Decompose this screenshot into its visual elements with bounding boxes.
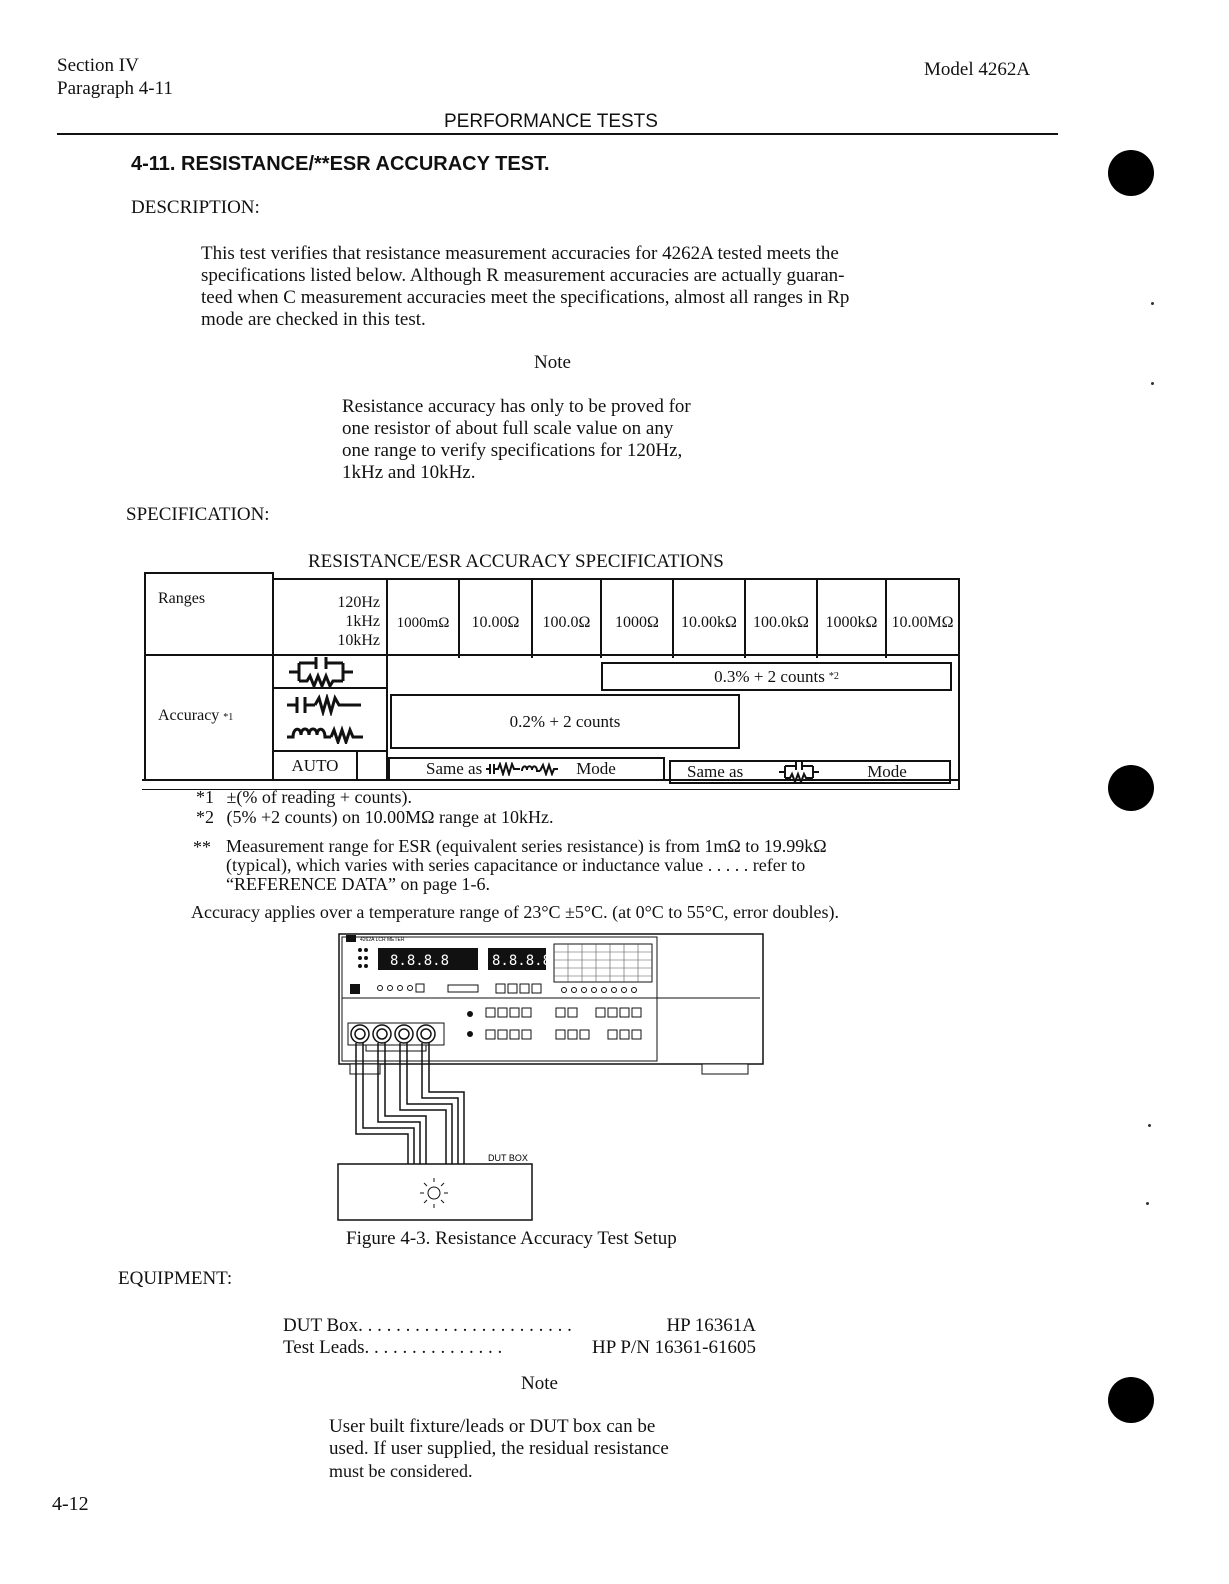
paragraph-label: Paragraph 4-11 bbox=[57, 78, 173, 99]
description-line: mode are checked in this test. bbox=[201, 309, 426, 330]
equipment-leader: . . . . . . . . . . . . . . . bbox=[364, 1337, 503, 1358]
display-left: 8.8.8.8 bbox=[390, 953, 450, 969]
footnote-mark: *2 bbox=[196, 807, 214, 827]
range-cell: 100.0kΩ bbox=[753, 614, 809, 631]
description-line: specifications listed below. Although R measurement accuracies are actually guaran- bbox=[201, 265, 845, 286]
auto-series-box bbox=[388, 757, 665, 781]
speck bbox=[1151, 382, 1154, 385]
freq-item: 10kHz bbox=[337, 632, 380, 649]
accuracy-label bbox=[158, 707, 233, 725]
range-cell: 100.0Ω bbox=[542, 614, 591, 631]
test-setup-figure bbox=[336, 928, 766, 1224]
speck bbox=[1151, 302, 1154, 305]
auto-label: AUTO bbox=[291, 756, 339, 775]
note1-body bbox=[342, 396, 768, 484]
note2-line: must be considered. bbox=[329, 1461, 473, 1481]
range-cell: 10.00kΩ bbox=[681, 614, 737, 631]
equipment-name: Test Leads bbox=[283, 1337, 365, 1358]
description-label: DESCRIPTION: bbox=[131, 197, 260, 218]
footnote-3-line: “REFERENCE DATA” on page 1-6. bbox=[226, 874, 491, 894]
banner-title: PERFORMANCE TESTS bbox=[444, 111, 658, 132]
footnote-3 bbox=[226, 837, 926, 894]
series-accuracy-text: 0.2% + 2 counts bbox=[509, 711, 621, 731]
note1-line: one resistor of about full scale value on any bbox=[342, 418, 674, 439]
parallel-mode-symbol-icon bbox=[777, 762, 821, 782]
range-cell: 1000mΩ bbox=[396, 614, 450, 631]
equipment-name: DUT Box bbox=[283, 1315, 359, 1336]
model-label: Model 4262A bbox=[924, 59, 1031, 80]
auto-series-suffix: Mode bbox=[576, 759, 616, 778]
auto-parallel-box bbox=[669, 760, 951, 784]
binder-hole bbox=[1108, 150, 1154, 196]
speck bbox=[1146, 1202, 1149, 1205]
note1-title: Note bbox=[534, 352, 571, 373]
parallel-accuracy-mark: *2 bbox=[828, 671, 839, 682]
equipment-item bbox=[283, 1337, 756, 1359]
equipment-item bbox=[283, 1315, 756, 1337]
footnote-3-mark: ** bbox=[193, 837, 211, 857]
note1-line: Resistance accuracy has only to be proved for bbox=[342, 396, 691, 417]
header-rule bbox=[57, 133, 1058, 135]
range-cell: 1000Ω bbox=[615, 614, 659, 631]
equipment-value: HP 16361A bbox=[666, 1315, 756, 1336]
equipment-label: EQUIPMENT: bbox=[118, 1268, 233, 1289]
freq-item: 120Hz bbox=[337, 594, 380, 611]
range-cell: 10.00Ω bbox=[471, 614, 520, 631]
series-cr-symbol-icon bbox=[285, 694, 365, 716]
note2-line: User built fixture/leads or DUT box can be bbox=[329, 1416, 656, 1437]
figure-caption: Figure 4-3. Resistance Accuracy Test Setup bbox=[346, 1228, 677, 1249]
description-line: teed when C measurement accuracies meet the specifications, almost all ranges in Rp bbox=[201, 287, 850, 308]
accuracy-mark: *1 bbox=[223, 712, 234, 723]
footnote-text: (5% +2 counts) on 10.00MΩ range at 10kHz. bbox=[226, 807, 554, 827]
footnote-1 bbox=[196, 786, 412, 808]
footnote-mark: *1 bbox=[196, 787, 214, 807]
accuracy-text: Accuracy bbox=[158, 707, 220, 724]
binder-hole bbox=[1108, 1377, 1154, 1423]
parallel-rc-symbol-icon bbox=[285, 657, 357, 687]
spec-table-title: RESISTANCE/ESR ACCURACY SPECIFICATIONS bbox=[308, 551, 724, 572]
range-cell: 1000kΩ bbox=[825, 614, 878, 631]
freq-list bbox=[290, 593, 380, 650]
series-mode-symbol-icon bbox=[484, 762, 574, 776]
auto-series-prefix: Same as bbox=[426, 759, 483, 778]
footnote-text: ±(% of reading + counts). bbox=[226, 787, 412, 807]
section-heading: 4-11. RESISTANCE/**ESR ACCURACY TEST. bbox=[131, 153, 550, 175]
speck bbox=[1148, 1124, 1151, 1127]
note2-line: used. If user supplied, the residual resistance bbox=[329, 1438, 669, 1459]
specification-label: SPECIFICATION: bbox=[126, 504, 270, 525]
binder-hole bbox=[1108, 765, 1154, 811]
auto-parallel-prefix: Same as bbox=[687, 762, 744, 781]
note2-title: Note bbox=[521, 1373, 558, 1394]
freq-item: 1kHz bbox=[345, 613, 380, 630]
note1-line: one range to verify specifications for 120Hz, bbox=[342, 440, 683, 461]
note1-line: 1kHz and 10kHz. bbox=[342, 462, 476, 483]
note2-body bbox=[329, 1416, 756, 1482]
parallel-accuracy-text: 0.3% + 2 counts bbox=[714, 666, 825, 686]
section-label: Section IV bbox=[57, 55, 139, 76]
footnote-2 bbox=[196, 806, 553, 828]
range-cell: 10.00MΩ bbox=[891, 614, 954, 631]
series-lr-symbol-icon bbox=[285, 722, 365, 744]
ranges-label: Ranges bbox=[158, 590, 206, 607]
instrument-label: 4262A LCR METER bbox=[360, 937, 405, 943]
temperature-note: Accuracy applies over a temperature range of 23°C ±5°C. (at 0°C to 55°C, error doubles). bbox=[191, 902, 839, 922]
description-line: This test verifies that resistance measurement accuracies for 4262A tested meets the bbox=[201, 243, 839, 264]
equipment-value: HP P/N 16361-61605 bbox=[592, 1337, 756, 1358]
auto-parallel-suffix: Mode bbox=[867, 762, 907, 781]
parallel-accuracy-box bbox=[601, 662, 952, 691]
footnote-3-line: Measurement range for ESR (equivalent series resistance) is from 1mΩ to 19.99kΩ bbox=[226, 836, 827, 856]
series-accuracy-box bbox=[390, 694, 740, 749]
page-number: 4-12 bbox=[52, 1493, 89, 1515]
equipment-leader: . . . . . . . . . . . . . . . . . . . . . . . bbox=[358, 1315, 572, 1336]
description-paragraph bbox=[201, 243, 984, 331]
footnote-3-line: (typical), which varies with series capacitance or inductance value . . . . . refer to bbox=[226, 855, 806, 875]
display-right: 8.8.8.8 bbox=[492, 953, 552, 969]
dut-box-label: DUT BOX bbox=[488, 1153, 528, 1163]
